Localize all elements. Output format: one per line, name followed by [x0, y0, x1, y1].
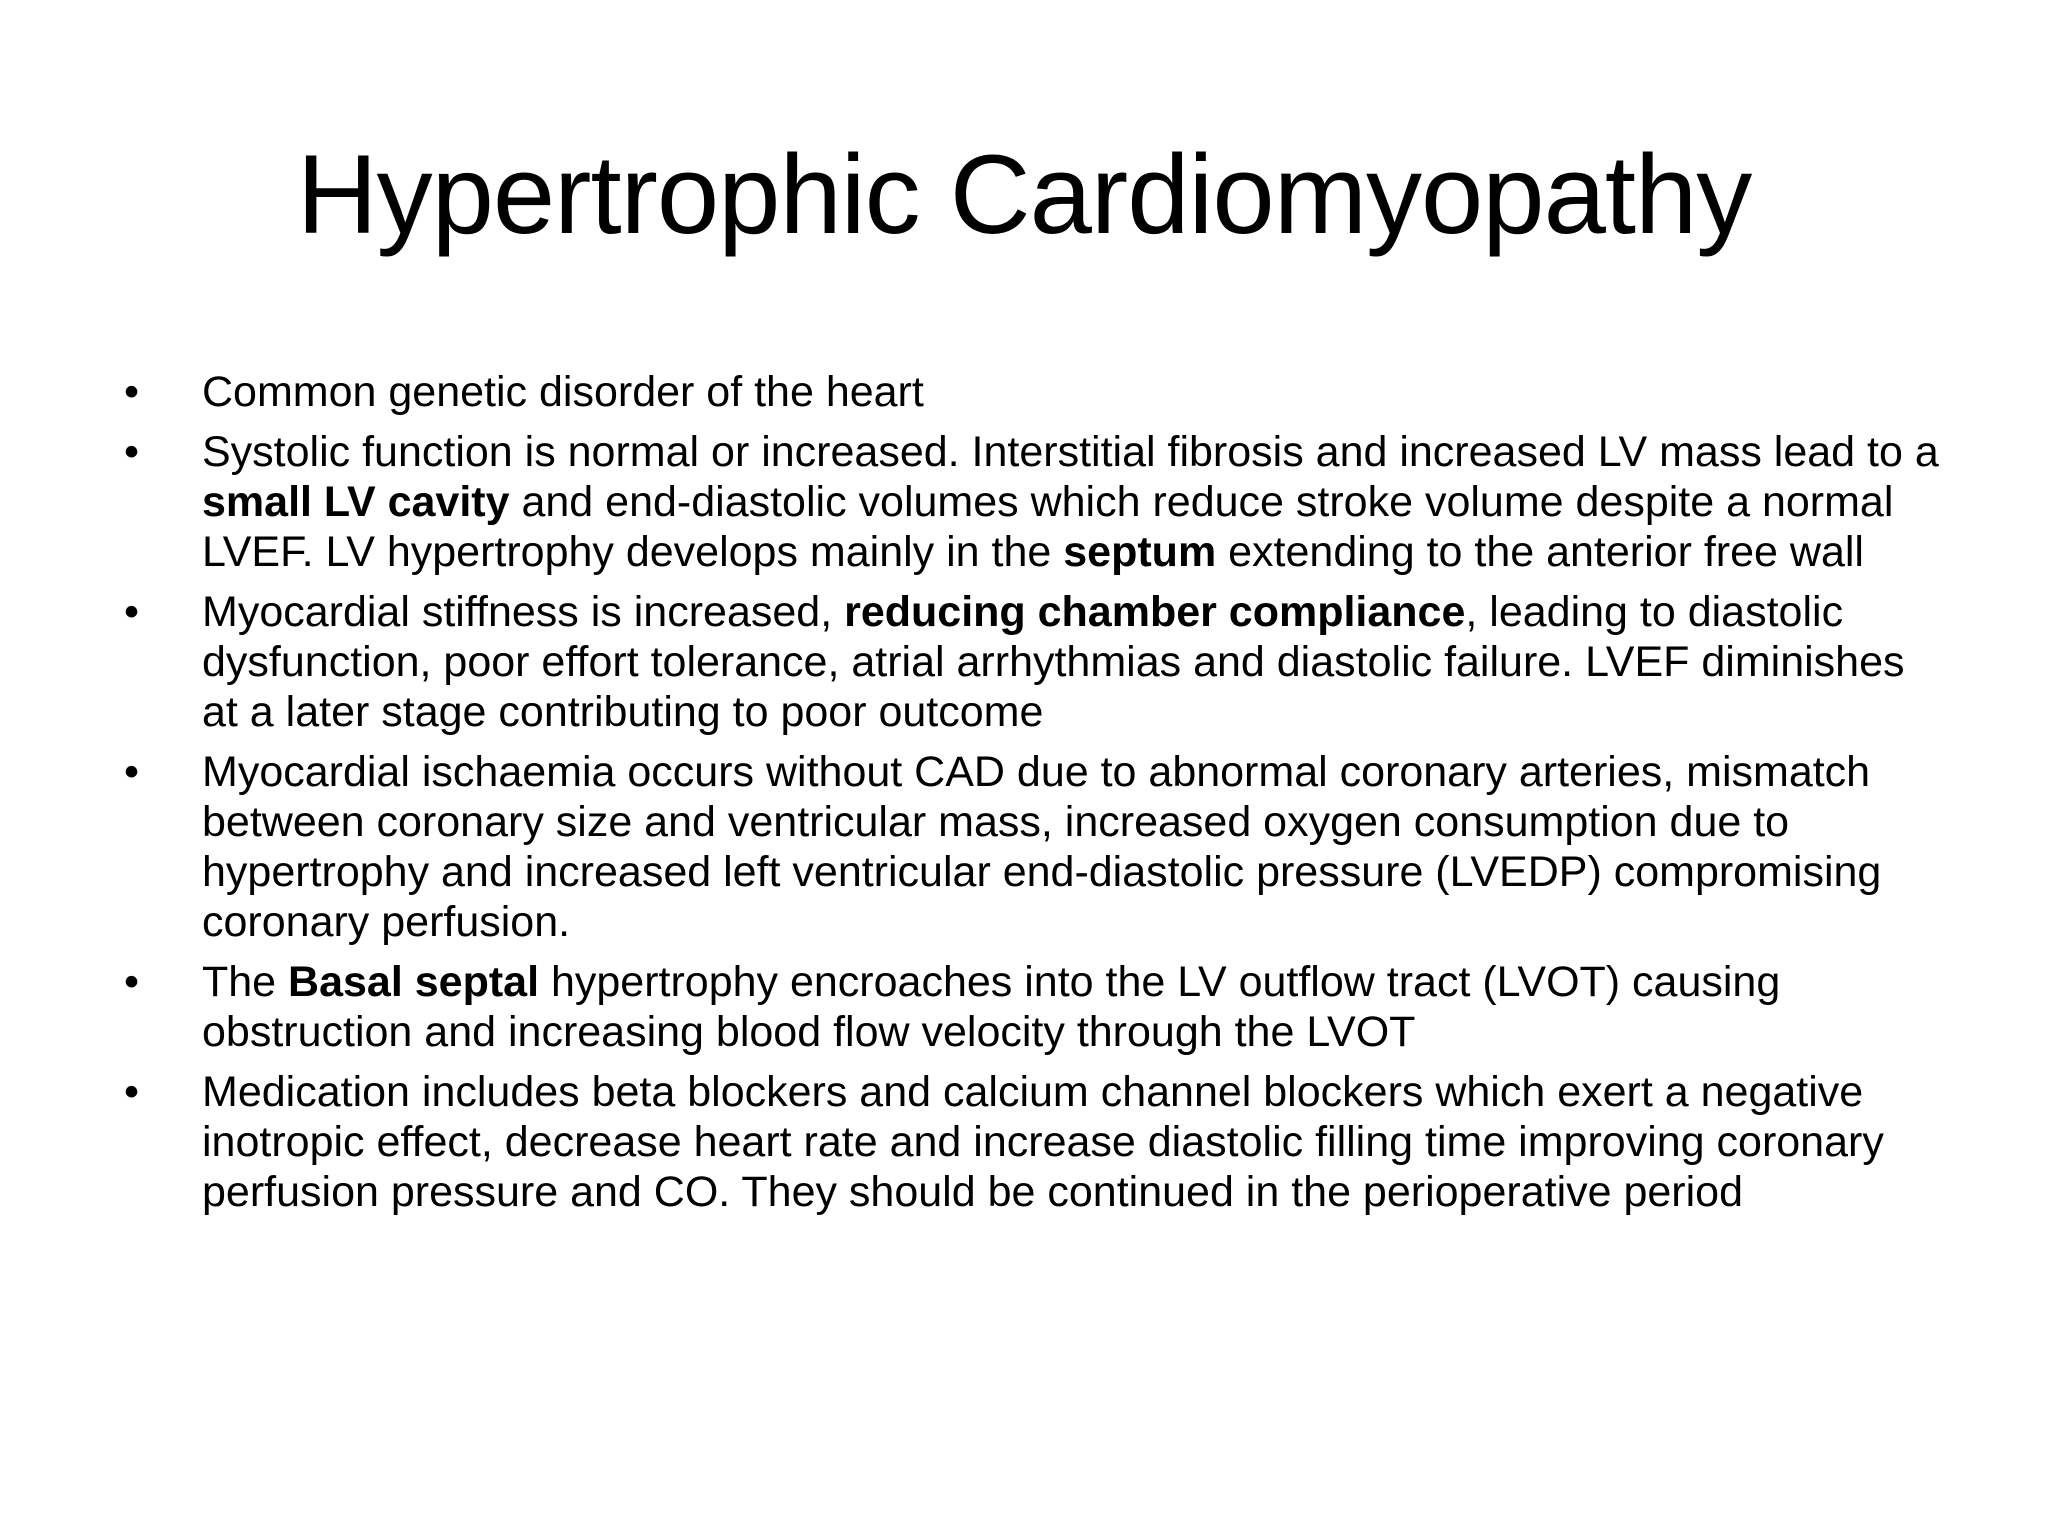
- bullet-list: [118, 367, 1948, 1227]
- bold-text: Basal septal: [288, 958, 540, 1006]
- bold-text: reducing chamber compliance: [844, 588, 1466, 636]
- bullet-item: [118, 367, 1948, 417]
- bold-text: small LV cavity: [202, 478, 510, 526]
- bullet-marker: •: [124, 958, 140, 1006]
- bullet-item: [118, 957, 1948, 1057]
- bullet-text: Common genetic disorder of the heart: [202, 368, 924, 416]
- bullet-text: and end-diastolic volumes which reduce stroke volume despite a normal LVEF. LV hypertrophy develops mainly in the: [202, 478, 1894, 576]
- slide-title: Hypertrophic Cardiomyopathy: [296, 132, 1752, 257]
- bullet-text: Medication includes beta blockers and calcium channel blockers which exert a negative inotropic effect, decrease heart rate and increase diastolic filling time improving coronary perfusion pressure and CO. They should be continued in the perioperative period: [202, 1068, 1884, 1216]
- bullet-item: [118, 427, 1948, 577]
- bullet-marker: •: [124, 1068, 140, 1116]
- bullet-text: The: [202, 958, 289, 1006]
- bullet-item: [118, 1067, 1948, 1217]
- bullet-text: Systolic function is normal or increased. Interstitial fibrosis and increased LV mass lead to a: [202, 428, 1939, 476]
- bullet-text: , leading to diastolic dysfunction, poor effort tolerance, atrial arrhythmias and diastolic failure. LVEF diminishes at a later stage contributing to poor outcome: [202, 588, 1905, 736]
- bullet-text: Myocardial stiffness is increased,: [202, 588, 845, 636]
- bullet-text: Myocardial ischaemia occurs without CAD due to abnormal coronary arteries, mismatch between coronary size and ventricular mass, increased oxygen consumption due to hypertrophy and increased left ventricular end-diastolic pressure (LVEDP) compromising coronary perfusion.: [202, 748, 1882, 946]
- bullet-marker: •: [124, 588, 140, 636]
- bullet-item: [118, 587, 1948, 737]
- bullet-marker: •: [124, 428, 140, 476]
- bullet-marker: •: [124, 748, 140, 796]
- bullet-marker: •: [124, 368, 140, 416]
- bullet-item: [118, 747, 1948, 947]
- bold-text: septum: [1063, 528, 1217, 576]
- bullet-text: extending to the anterior free wall: [1216, 528, 1864, 576]
- bullet-text: hypertrophy encroaches into the LV outflow tract (LVOT) causing obstruction and increasing blood flow velocity through the LVOT: [202, 958, 1781, 1056]
